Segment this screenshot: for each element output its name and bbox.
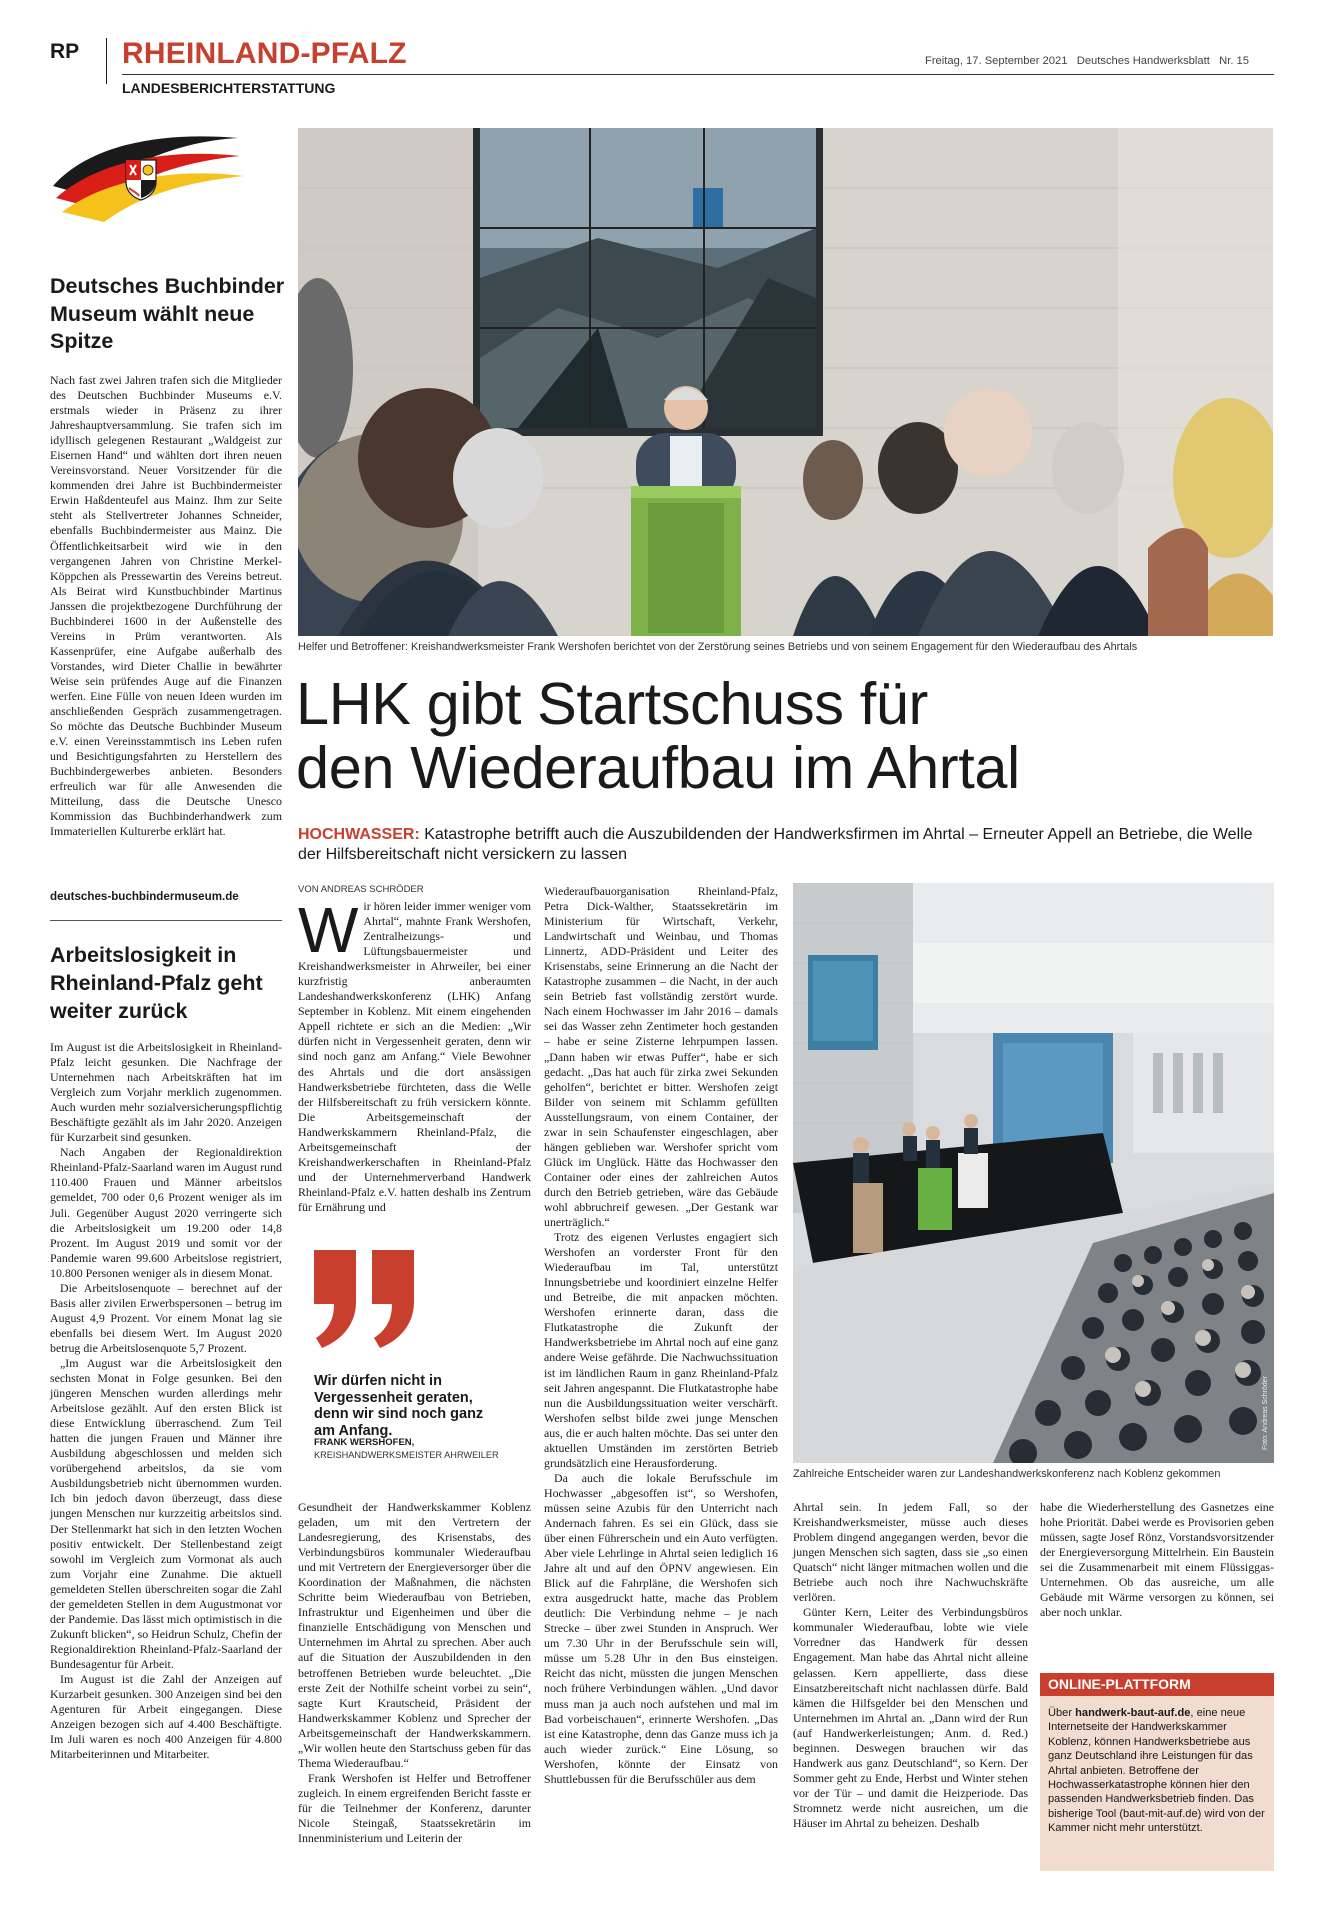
byline: VON ANDREAS SCHRÖDER xyxy=(298,884,424,895)
section-title: RHEINLAND-PFALZ xyxy=(122,37,407,70)
article-paragraph: Ahrtal sein. In jedem Fall, so der Kreishandwerksmeister, müsse auch dieses Problem dingend angegangen werden, bevor die jungen Menschen sich sagten, dass sie „so einen Quatsch“ nicht länger mitmachen wollen und die Betriebe auch noch ihre Nachwuchskräfte verlören. xyxy=(793,1500,1028,1605)
kicker: HOCHWASSER: xyxy=(298,826,420,843)
article-body xyxy=(1040,1500,1274,1650)
box-prefix: Über xyxy=(1048,1707,1076,1719)
quote-author: FRANK WERSHOFEN, xyxy=(314,1437,415,1448)
box-text xyxy=(1040,1696,1274,1836)
masthead-rule xyxy=(122,74,1274,75)
article-headline: Deutsches Buchbinder Museum wählt neue Spitze xyxy=(50,274,285,353)
article-body xyxy=(544,884,778,1872)
dropcap: W xyxy=(298,894,359,966)
photo-credit: Foto: Andreas Schröder xyxy=(1262,1376,1269,1450)
article-paragraph xyxy=(298,894,531,1215)
masthead-rp: RP xyxy=(50,40,80,63)
subsection-title: LANDESBERICHTERSTATTUNG xyxy=(122,80,336,96)
box-body: , eine neue Internetseite der Handwerkskammer Koblenz, können Handwerksbetriebe aus ganz Deutschland ihre Leistungen für das Ahrtal anbieten. Betroffene der Hochwasserkatastrophe können hier den passenden Handwerksbetrieb finden. Das bisherige Tool (baut-mit-auf.de) wird von der Kammer nicht mehr unterstützt. xyxy=(1048,1707,1265,1835)
rheinland-pfalz-flag-logo xyxy=(48,126,248,226)
dateline: Freitag, 17. September 2021 Deutsches Handwerksblatt Nr. 15 xyxy=(925,55,1249,67)
article-paragraph: Frank Wershofen ist Helfer und Betroffener zugleich. In einem ergreifenden Bericht fasste er für die Teilnehmer der Konferenz, darunter Nicole Steingaß, Staatssekretärin im Innenministerium und Leiterin der xyxy=(298,1770,531,1846)
article-paragraph: „Im August war die Arbeitslosigkeit den sechsten Monat in Folge gesunken. Bei den jüngeren Menschen wurden allerdings mehr Arbeitslose gezählt. Auf den ersten Blick ist diese Entwicklung überraschend. Zum Teil hatten die jungen Frauen und Männer ihre Ausbildung abgeschlossen und melden sich vorübergehend arbeitslos, da sie vom Ausbildungsbetrieb nicht übernommen wurden. Ich bin jedoch davon überzeugt, dass diese jungen Menschen nur kurzzeitig arbeitslos sind. Der Stellenmarkt hat sich in den letzten Wochen positiv entwickelt. Der Stellenbestand zeigt sowohl im Vergleich zum Vormonat als auch zum Vorjahr eine Zunahme. Die aktuell gemeldeten Stellen überschreiten sogar die Zahl der gemeldeten Stellen in dem Augustmonat vor der Pandemie. Das lässt mich optimistisch in die Zukunft blicken“, so Heidrun Schulz, Chefin der Regionaldirektion Rheinland-Pfalz-Saarland der Bundesagentur für Arbeit. xyxy=(50,1355,282,1671)
article-paragraph: Günter Kern, Leiter des Verbindungsbüros kommunaler Wiederaufbau, lobte wie viele Vorredner das Handwerk für dessen Engagement. Man habe das Ahrtal nicht alleine gelassen. Kern appellierte, dass diese Einsatzbereitschaft nicht nachlassen dürfe. Bald kämen die Hilfsgelder bei den Menschen und Unternehmen im Ahrtal an. „Dann wird der Run (auf Handwerkerleistungen; Anm. d. Red.) beginnen. Deswegen brauchen wir das Handwerk aus ganz Deutschland“, so Kern. Der Sommer geht zu Ende, Herbst und Winter stehen vor der Tür – und damit die Heizperiode. Das Stromnetz werde nicht ausreichen, um die Häuser im Ahrtal zu beheizen. Deshalb xyxy=(793,1605,1028,1830)
masthead-divider xyxy=(106,38,107,84)
online-platform-box xyxy=(1040,1673,1274,1871)
article-paragraph: Trotz des eigenen Verlustes engagiert sich Wershofen an vorderster Front für den Wiederaufbau im Tal, unterstützt Innungsbetriebe und koordiniert einzelne Helfer und Betreibe, die mit anpacken möchten. Wershofen erinnerte daran, dass die Flutkatastrophe die Zukunft der Handwerksbetriebe im Ahrtal noch auf eine ganz andere Weise gefährde. Die Nachwuchssituation ist im ländlichen Raum in ganz Rheinland-Pfalz seit Jahren angespannt. Die Flutkatastrophe habe nun die Ausbildungssituation weiter verschärft. Wershofen selbst bilde zwei junge Menschen aus, die er auch halten möchte. Das sei unter den aktuellen Umständen im zerstörten Betrieb grundsätzlich eine Herausforderung. xyxy=(544,1230,778,1470)
article-body xyxy=(50,373,282,885)
article-paragraph: habe die Wiederherstellung des Gasnetzes eine hohe Priorität. Dabei werde es Provisorien geben müssen, sagte Josef Rönz, Vorstandsvorsitzender der Energieversorgung Mittelrhein. Ein Baustein sei die Zusammenarbeit mit einem Flüssiggas-Unternehmen. Ob das ausreiche, um alle Gebäude mit Wärme versorgen zu können, sei aber noch unklar. xyxy=(1040,1500,1274,1620)
lead-text: ir hören leider immer weniger vom Ahrtal“, mahnte Frank Wershofen, Zentralheizungs- und Lüftungsbauermeister und Kreishandwerksmeister in Ahrweiler, bei einer kurzfristig anberaumten Landeshandwerkskonferenz (LHK) Anfang September in Koblenz. Mit einem eingehenden Appell richtete er sich an die Medien: „Wir dürfen nicht in Vergessenheit geraten, denn wir sind noch ganz am Anfang.“ Viele Bewohner des Ahrtals und die dort ansässigen Handwerksbetriebe fürchteten, dass die Welle der Hilfsbereitschaft zu früh versickern könnte. Die Arbeitsgemeinschaft der Handwerkskammern Rheinland-Pfalz, die Arbeitsgemeinschaft der Kreishandwerkerschaften in Rheinland-Pfalz und der Unternehmerverband Handwerk Rheinland-Pfalz e.V. hatten deshalb ins Zentrum für Ernährung und xyxy=(298,899,531,1214)
conference-speaker-photo xyxy=(298,128,1273,636)
photo-caption: Zahlreiche Entscheider waren zur Landeshandwerkskonferenz nach Koblenz gekommen xyxy=(793,1468,1221,1480)
article-body xyxy=(298,894,531,1224)
article-paragraph: Im August ist die Zahl der Anzeigen auf Kurzarbeit gesunken. 300 Anzeigen sind bei den Agenturen für Arbeit eingegangen. Diese Anzeigen bezogen sich auf 4.400 Beschäftigte. Im Juli waren es noch 400 Anzeigen für 4.800 Mitarbeiterinnen und Mitarbeiter. xyxy=(50,1671,282,1762)
conference-hall-photo xyxy=(793,883,1274,1463)
article-paragraph: Die Arbeitslosenquote – berechnet auf der Basis aller zivilen Erwerbspersonen – betrug im August 4,9 Prozent. Vor einem Monat lag sie ebenfalls bei diesem Wert. Im August 2020 betrug die Arbeitslosenquote 5,7 Prozent. xyxy=(50,1280,282,1355)
box-title: ONLINE-PLATTFORM xyxy=(1040,1673,1274,1696)
pull-quote: Wir dürfen nicht in Vergessenheit geraten, denn wir sind noch ganz am Anfang. xyxy=(314,1373,484,1439)
article-paragraph: Gesundheit der Handwerkskammer Koblenz geladen, um mit den Vertretern der Landesregierung, des Krisenstabs, des Verbindungsbüros kommunaler Wiederaufbau und mit Vertretern der Energieversorger über die Koordination der Maßnahmen, die nächsten Schritte beim Wiederaufbau von Betrieben, Infrastruktur und Eigenheimen und über die finanzielle Entschädigung von Menschen und Unternehmen im Ahrtal zu sprechen. Aber auch auf die Situation der Auszubildenden in den betroffenen Betrieben wurde beleuchtet. „Die erste Zeit der Nothilfe scheint vorbei zu sein“, sagte Kurt Krautscheid, Präsident der Handwerkskammer Koblenz und Sprecher der Arbeitsgemeinschaft der Handwerkskammern. „Wir wollen heute den Startschuss geben für das Thema Wiederaufbau.“ xyxy=(298,1500,531,1770)
article-body xyxy=(298,1500,531,1872)
main-headline xyxy=(296,672,1286,800)
main-headline-line: LHK gibt Startschuss für xyxy=(296,670,928,737)
deck xyxy=(298,825,1278,865)
article-paragraph: Wiederaufbauorganisation Rheinland-Pfalz, Petra Dick-Walther, Staatssekretärin im Ministerium für Wirtschaft, Verkehr, Landwirtschaft und Weinbau, und Thomas Linnertz, ADD-Präsident und Leiter des Krisenstabs, seine Erinnerung an die Nacht der Katastrophe zusammen – die Nacht, in der auch sein Betrieb fast vollständig zerstört wurde. Nach einem Hochwasser im Jahr 2016 – damals sei das Wasser zehn Zentimeter hoch gestanden – habe er seine Zisterne lehrpumpen lassen. „Dann haben wir etwas Puffer“, habe er sich gedacht. „Das hat auch für zirka zwei Sekunden geholfen“, berichtet er bitter. Wershofen zeigt Bilder von seinem mit Schlamm gefüllten Ausstellungsraum, von einem Container, der zwar in sein Schaufenster eingeschlagen, aber hängen geblieben war. Wershofer spricht vom Glück im Unglück. Hätte das Hochwasser den Container oder eines der zahlreichen Autos durch den Betrieb getrieben, wäre das Gebäude wohl abbruchreif gewesen. „Der Gestank war unerträglich.“ xyxy=(544,884,778,1230)
box-link[interactable]: handwerk-baut-auf.de xyxy=(1075,1707,1191,1719)
quote-mark-icon xyxy=(312,1250,432,1350)
article-paragraph: Nach fast zwei Jahren trafen sich die Mitglieder des Deutschen Buchbinder Museums e.V. erstmals wieder in Präsenz zu ihrer Jahreshauptversammlung. Sie trafen sich im idyllisch gelegenen Restaurant „Waldgeist zur Eisernen Hand“ und wählten dort ihren neuen Vereinsvorstand. Neuer Vorsitzender für die kommenden drei Jahre ist Buchbindermeister Erwin Haßdenteufel aus Mainz. Ihm zur Seite steht als Stellvertreter Johannes Schneider, ebenfalls Buchbindermeister aus Mainz. Die Öffentlichkeitsarbeit wird wie in den vergangenen Jahren von Christine Merkel-Köppchen als Pressewartin des Vereins betreut. Als Beirat wird Kunstbuchbinder Martinus Janssen die projektbezogene Durchführung der Buchbinderei 1600 in der Außenstelle des Vereins in Prüm verantworten. Als Kassenprüfer, eine Aufgabe außerhalb des Vorstandes, wird Dieter Challie in bewährter Weise sein prüfendes Auge auf die Finanzen werfen. Eine Fülle von neuen Ideen wurden im anschließenden Gespräch zusammengetragen. So möchte das Deutsche Buchbinder Museum e.V. einen Vereinsstammtisch ins Leben rufen und Besichtigungsfahrten zu Herstellern des Buchbindergewerbes anbieten. Besonders erfreulich war für alle Anwesenden die Mitteilung, dass die Deutsche Unesco Kommission das Buchbinderhandwerk zum Immateriellen Kulturerbe erklärt hat. xyxy=(50,373,282,839)
article-paragraph: Im August ist die Arbeitslosigkeit in Rheinland-Pfalz leicht gesunken. Die Nachfrage der Unternehmen nach Arbeitskräften hat im Vergleich zum Vorjahr merklich zugenommen. Auch wurden mehr sozialversicherungspflichtig Beschäftigte gezählt als im Jahr 2020. Anzeigen für Kurzarbeit sind gesunken. xyxy=(50,1040,282,1145)
main-headline-line: den Wiederaufbau im Ahrtal xyxy=(296,734,1020,801)
article-paragraph: Nach Angaben der Regionaldirektion Rheinland-Pfalz-Saarland waren im August rund 110.400 Frauen und Männer arbeitslos gemeldet, 700 oder 0,6 Prozent weniger als im Juli. Gegenüber August 2020 verringerte sich die Arbeitslosigkeit um 19.200 oder 14,8 Prozent. Im August 2019 und somit vor der Pandemie waren 99.600 Arbeitslose registriert, 10.800 Personen weniger als in diesem Monat. xyxy=(50,1145,282,1280)
article-body xyxy=(50,1040,282,1870)
photo-caption: Helfer und Betroffener: Kreishandwerksmeister Frank Wershofen berichtet von der Zerstörung seines Betriebs und von seinem Engagement für den Wiederaufbau des Ahrtals xyxy=(298,641,1138,653)
article-body xyxy=(793,1500,1028,1872)
article-link[interactable]: deutsches-buchbindermuseum.de xyxy=(50,890,239,903)
column-rule xyxy=(50,920,282,921)
article-paragraph: Da auch die lokale Berufsschule im Hochwasser „abgesoffen ist“, so Wershofen, müssen seine Azubis für den Unterricht nach Andernach fahren. Es sei ein Glück, dass sie über einen Führerschein und ein Auto verfügten. Aber viele Lehrlinge in Ahrtal seien lediglich 16 Jahre alt und auf den ÖPNV angewiesen. Ein Blick auf die Fahrpläne, die Wershofen sich extra ausgedruckt hatte, mache das Problem deutlich: Die Verbindung nehme – je nach Strecke – über zwei Stunden in Anspruch. Wer um 7.30 Uhr in der Berufsschule sein will, müsse um 5.28 Uhr in den Bus einsteigen. Reicht das nicht, müssten die jungen Menschen noch frühere Verbindungen wählen. „Und davor muss man ja auch noch aufstehen und mal im Bad vorbeischauen“, erinnerte Wershofen. „Das ist eine Katastrophe, denn das Ganze muss ich ja auch wieder zurück.“ Eine Lösung, so Wershofen, könnte der Einsatz von Shuttlebussen für die Berufsschüler aus dem xyxy=(544,1470,778,1786)
article-headline: Arbeitslosigkeit in Rheinland-Pfalz geht weiter zurück xyxy=(50,943,263,1023)
deck-text: Katastrophe betrifft auch die Auszubildenden der Handwerksfirmen im Ahrtal – Erneuter Appell an Betriebe, die Welle der Hilfsbereitschaft nicht versickern zu lassen xyxy=(298,826,1253,863)
quote-role: KREISHANDWERKSMEISTER AHRWEILER xyxy=(314,1450,499,1460)
